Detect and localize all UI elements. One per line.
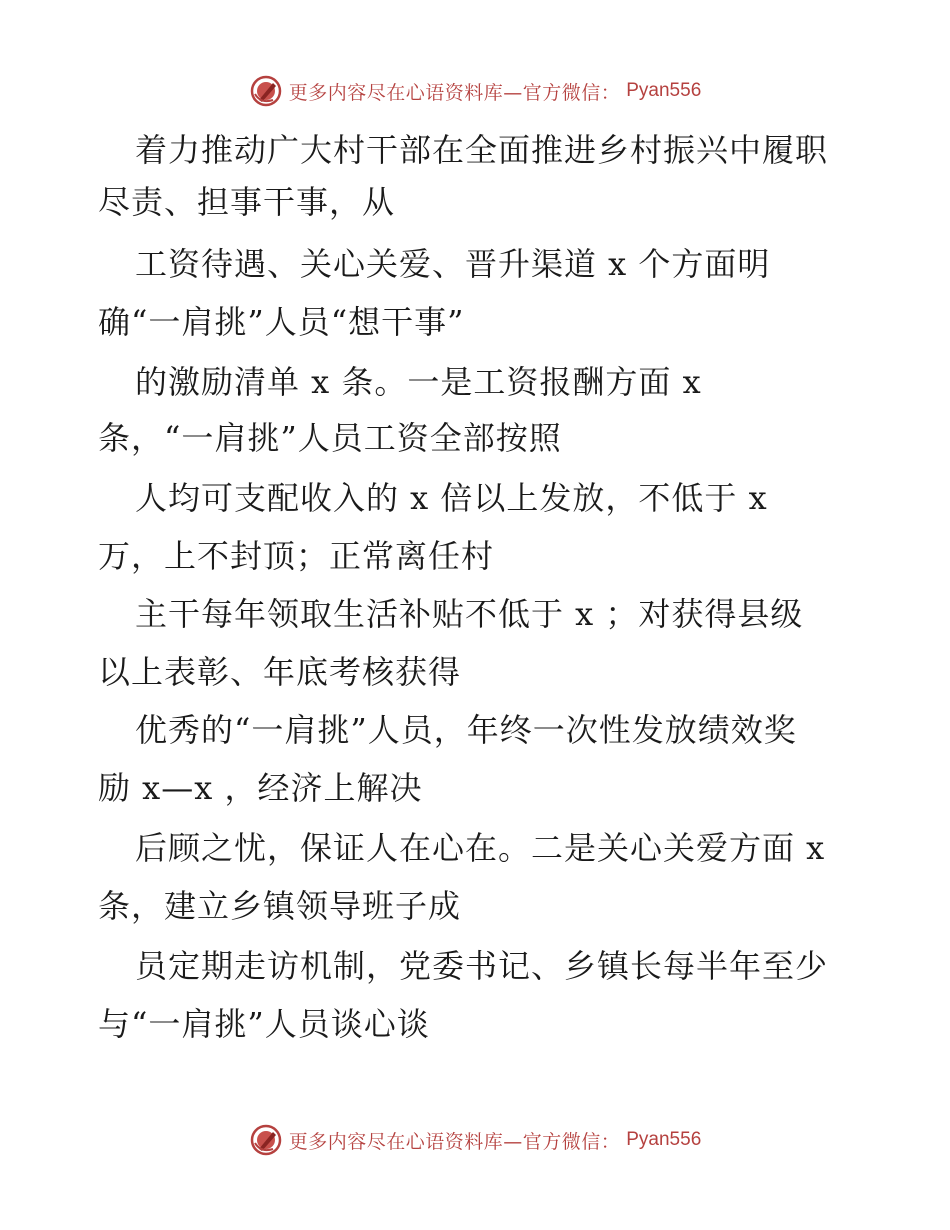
footer-watermark (0, 1120, 950, 1160)
paragraph-line: 尽责、担事干事，从 (98, 183, 396, 221)
paragraph-line: 主干每年领取生活补贴不低于 x ；对获得县级 (135, 595, 804, 633)
paragraph-line: 确“一肩挑”人员“想干事” (98, 303, 465, 341)
paragraph-line: 条，“一肩挑”人员工资全部按照 (98, 419, 562, 457)
watermark-text: 更多内容尽在心语资料库—官方微信： (288, 1130, 621, 1153)
paragraph-line: 条，建立乡镇领导班子成 (98, 887, 462, 925)
watermark-wechat-id: Pyan556 (626, 1129, 702, 1150)
header-watermark (0, 71, 950, 111)
pen-seal-icon (249, 74, 283, 108)
paragraph-line: 励 x—x ，经济上解决 (98, 769, 423, 807)
paragraph-line: 优秀的“一肩挑”人员，年终一次性发放绩效奖 (135, 711, 797, 749)
paragraph-line: 员定期走访机制，党委书记、乡镇长每半年至少 (135, 947, 829, 985)
paragraph-line: 工资待遇、关心关爱、晋升渠道 x 个方面明 (135, 245, 771, 283)
pen-seal-icon (249, 1123, 283, 1157)
paragraph-line: 后顾之忧，保证人在心在。二是关心关爱方面 x (135, 829, 826, 867)
watermark-text: 更多内容尽在心语资料库—官方微信： (288, 81, 621, 104)
paragraph-line: 人均可支配收入的 x 倍以上发放，不低于 x (135, 479, 768, 517)
paragraph-line: 万，上不封顶；正常离任村 (98, 537, 495, 575)
paragraph-line: 着力推动广大村干部在全面推进乡村振兴中履职 (135, 131, 829, 169)
paragraph-line: 与“一肩挑”人员谈心谈 (98, 1005, 430, 1043)
paragraph-line: 以上表彰、年底考核获得 (98, 653, 462, 691)
paragraph-line: 的激励清单 x 条。一是工资报酬方面 x (135, 363, 702, 401)
watermark-wechat-id: Pyan556 (626, 80, 702, 101)
